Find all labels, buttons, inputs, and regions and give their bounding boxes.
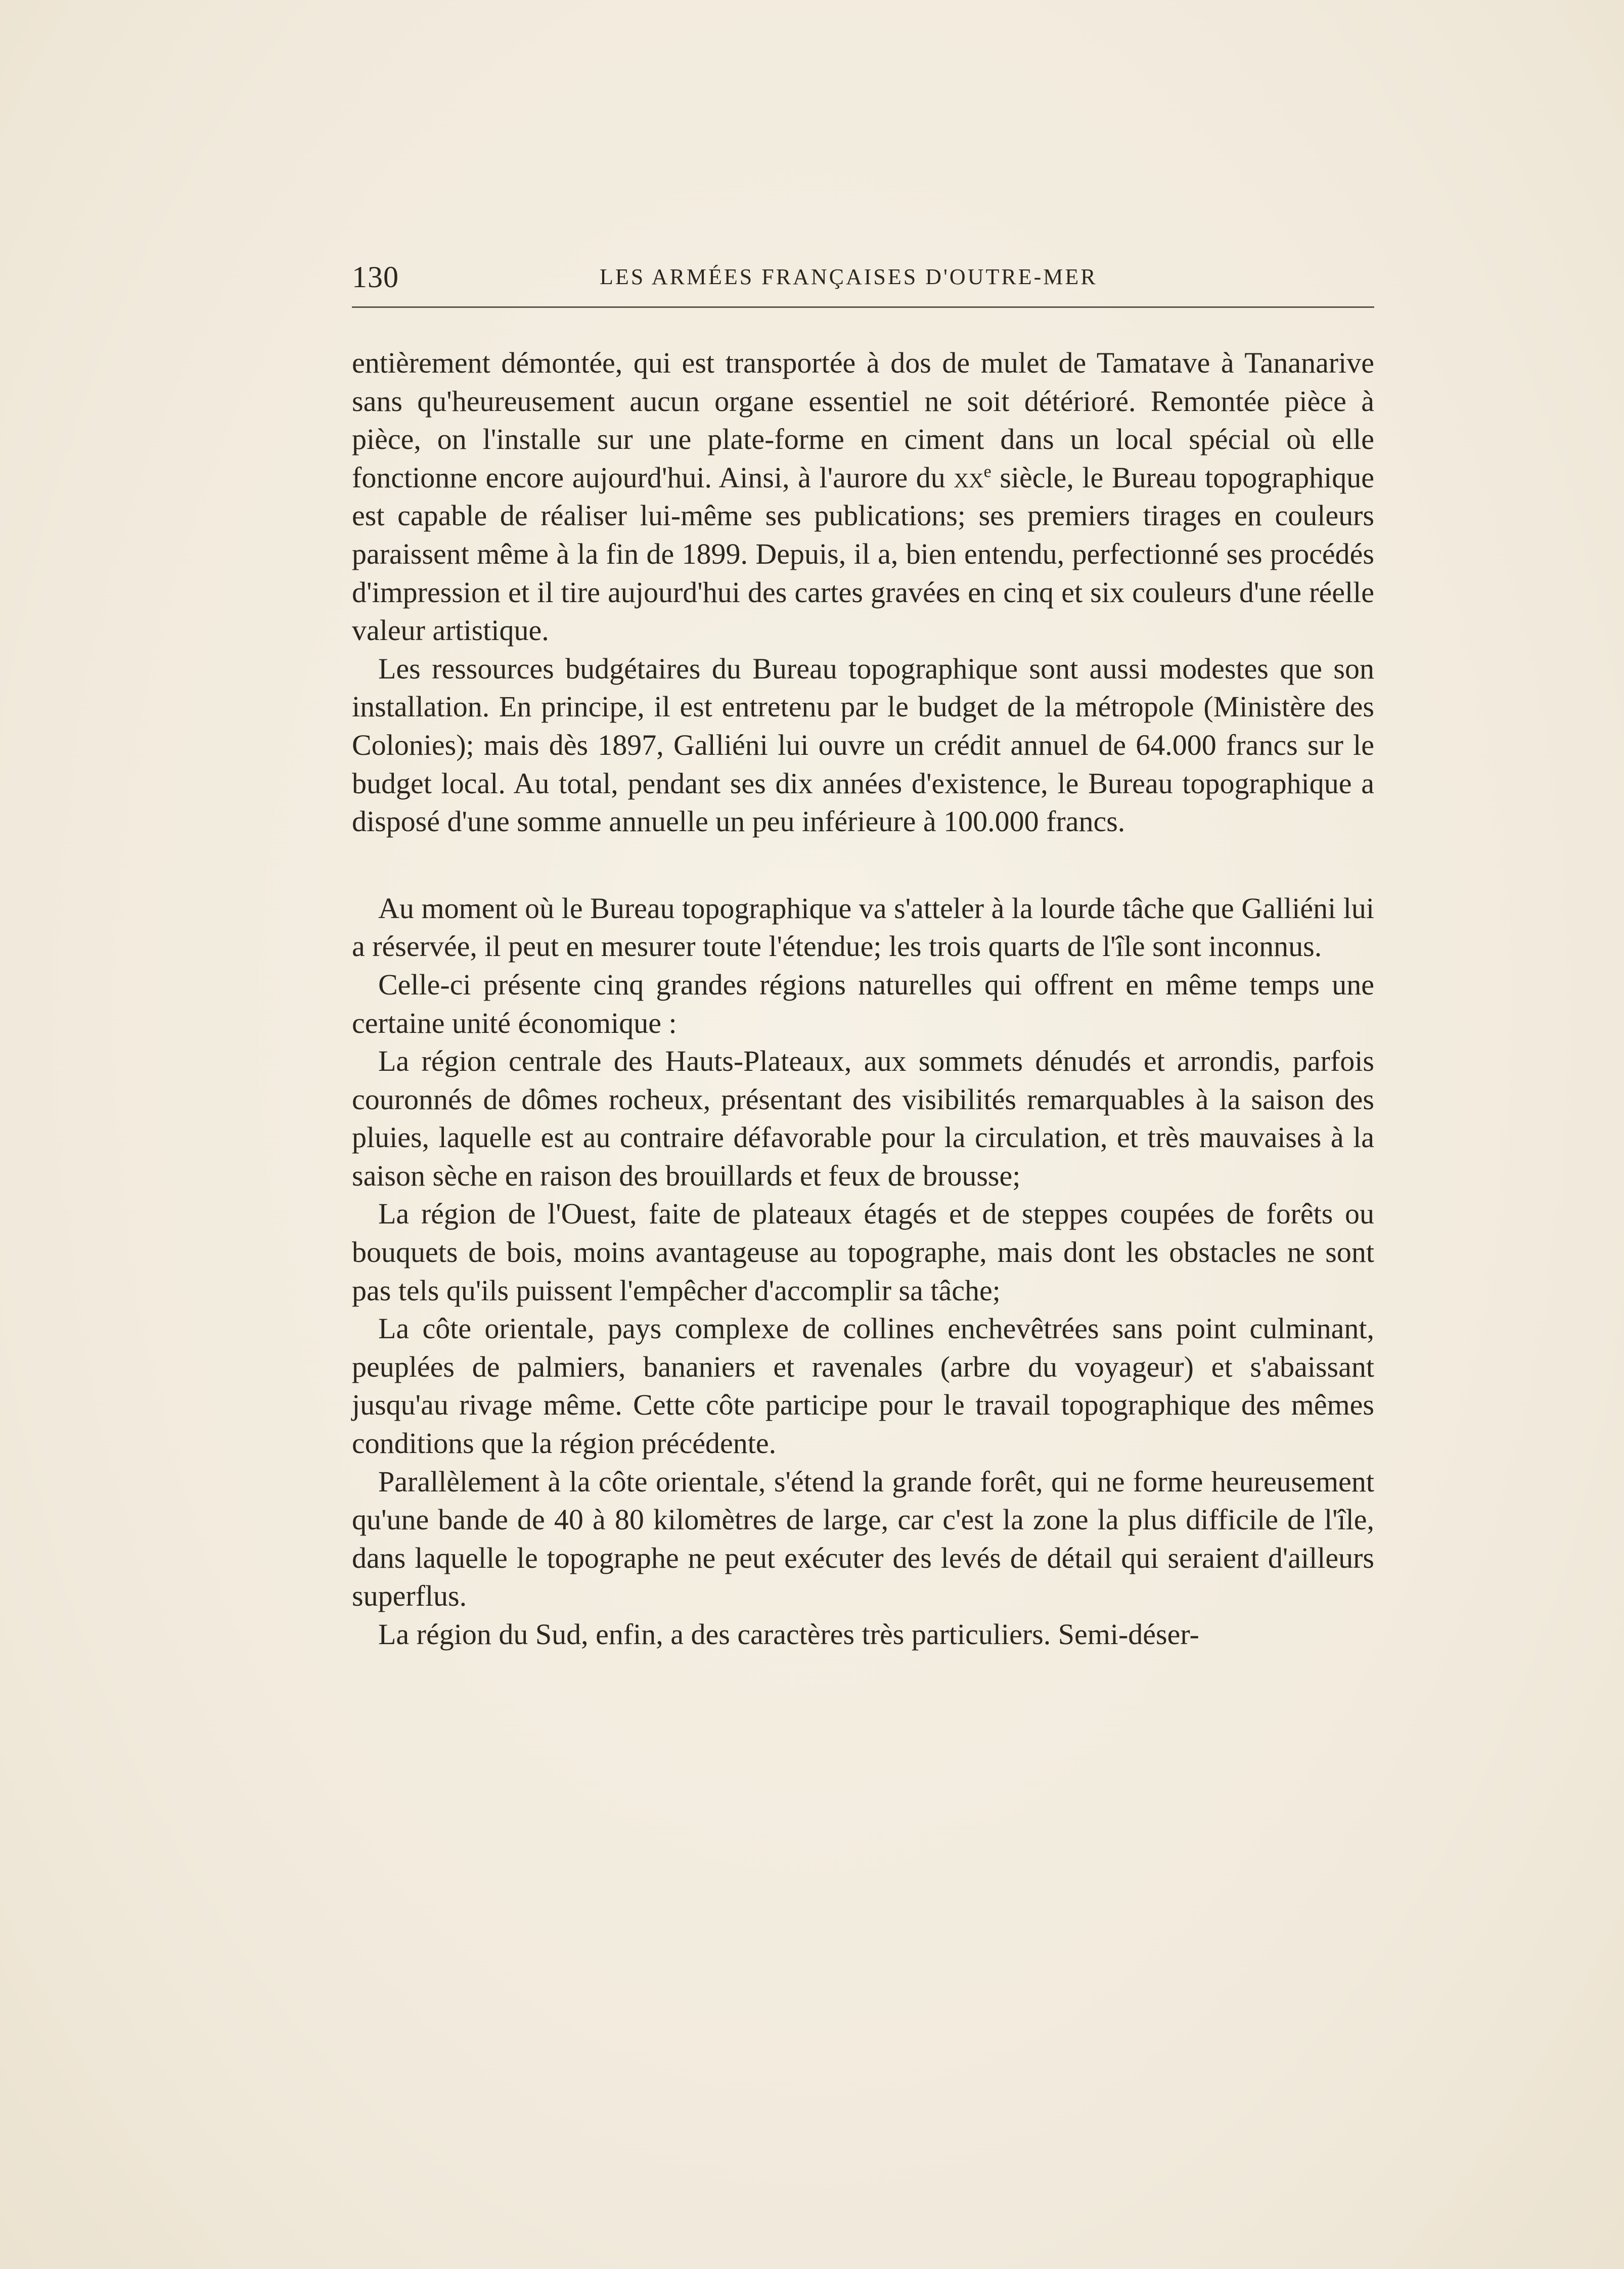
header-rule [352,306,1374,308]
page-number: 130 [352,260,399,294]
paragraph: La côte orientale, pays complexe de collines enchevêtrées sans point culminant, peuplées de palmiers, bananiers et ravenales (arbre du voyageur) et s'abaissant jusqu'au rivage même. Cette côte participe pour le travail topographique des mêmes conditions que la région précédente. [352,1312,1374,1460]
superscript: e [983,462,991,481]
paragraph-text: entièrement démontée, qui est transportée à dos de mulet de Tamatave à Tananarive sans qu'heureusement aucun organe essentiel ne soit détérioré. Remontée pièce à pièce, on l'installe sur une plate-forme en ciment dans un local spécial où elle fonctionne encore aujourd'hui. Ainsi, à l'aurore du [352,346,1374,494]
paragraph-text: siècle, le Bureau topographique est capable de réaliser lui-même ses publications; ses premiers tirages en couleurs paraissent même à la fin de 1899. Depuis, il a, bien entendu, perfectionné ses procédés d'impression et il tire aujourd'hui des cartes gravées en cinq et six couleurs d'une réelle valeur artistique. [352,461,1375,647]
paragraph: Au moment où le Bureau topographique va s'atteler à la lourde tâche que Galliéni lui a réservée, il peut en mesurer toute l'étendue; les trois quarts de l'île sont inconnus. [352,891,1374,963]
paragraph: La région du Sud, enfin, a des caractères très particuliers. Semi-déser- [378,1618,1199,1651]
century-numeral: xx [954,461,984,494]
paragraph: La région centrale des Hauts-Plateaux, aux sommets dénudés et arrondis, parfois couronnés de dômes rocheux, présentant des visibilités remarquables à la saison des pluies, laquelle est au contraire défavorable pour la circulation, et très mauvaises à la saison sèche en raison des brouillards et feux de brousse; [352,1045,1374,1192]
paragraph: La région de l'Ouest, faite de plateaux étagés et de steppes coupées de forêts ou bouquets de bois, moins avantageuse au topographe, mais dont les obstacles ne sont pas tels qu'ils puissent l'empêcher d'accomplir sa tâche; [352,1197,1374,1307]
paragraph-continued [352,344,1374,650]
paragraph: Celle-ci présente cinq grandes régions naturelles qui offrent en même temps une certaine unité économique : [352,968,1374,1039]
page-header [352,257,1374,297]
paragraph: Les ressources budgétaires du Bureau topographique sont aussi modestes que son installation. En principe, il est entretenu par le budget de la métropole (Ministère des Colonies); mais dès 1897, Galliéni lui ouvre un crédit annuel de 64.000 francs sur le budget local. Au total, pendant ses dix années d'existence, le Bureau topographique a disposé d'une somme annuelle un peu inférieure à 100.000 francs. [352,652,1374,838]
body-text [352,344,1374,1654]
running-title: LES ARMÉES FRANÇAISES D'OUTRE-MER [600,264,1098,289]
paragraph: Parallèlement à la côte orientale, s'étend la grande forêt, qui ne forme heureusement qu'une bande de 40 à 80 kilomètres de large, car c'est la zone la plus difficile de l'île, dans laquelle le topographe ne peut exécuter des levés de détail qui seraient d'ailleurs superflus. [352,1465,1374,1613]
